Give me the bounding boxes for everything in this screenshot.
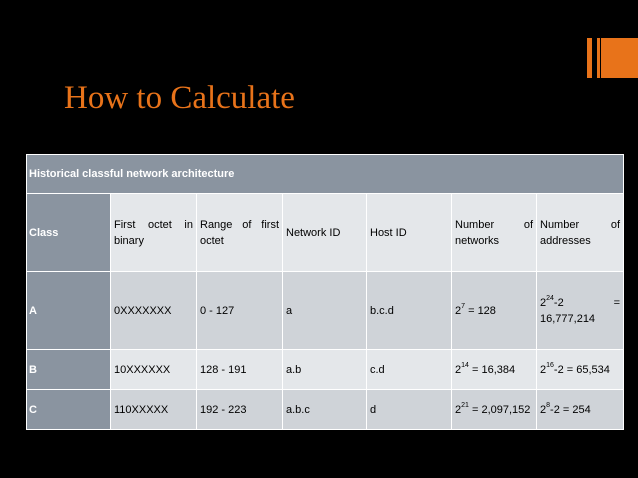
num-networks-cell: $2^{14} = 16,384$ [452,350,537,390]
binary-cell: 10XXXXXX [111,350,197,390]
network-id-cell: a.b [283,350,367,390]
host-id-cell: b.c.d [367,272,452,350]
range-cell: 128 - 191 [197,350,283,390]
accent-bar-thick [597,38,638,78]
table-header-row [27,194,624,272]
num-networks-cell: $2^7 = 128$ [452,272,537,350]
column-header-network-id: Network ID [283,194,367,272]
binary-cell: 0XXXXXXX [111,272,197,350]
column-header-num-addresses: Number of addresses [537,194,624,272]
table-row [27,272,624,350]
num-addresses-cell: $2^8-2 = 254$ [537,390,624,430]
class-cell: C [27,390,111,430]
table-caption-row [27,155,624,194]
host-id-cell: c.d [367,350,452,390]
slide-title: How to Calculate [64,80,295,116]
num-networks-cell: $2^{21} = 2,097,152$ [452,390,537,430]
column-header-num-networks: Number of networks [452,194,537,272]
column-header-class: Class [27,194,111,272]
binary-cell: 110XXXXX [111,390,197,430]
accent-bar-thin [587,38,592,78]
column-header-host-id: Host ID [367,194,452,272]
num-addresses-cell: $2^{16}-2 = 65,534$ [537,350,624,390]
network-id-cell: a [283,272,367,350]
column-header-range: Range of first octet [197,194,283,272]
num-addresses-cell: $2^{24}-2 = 16,777,214$ [537,272,624,350]
table-row [27,350,624,390]
table-caption: Historical classful network architecture [27,155,624,194]
classful-network-table [26,154,624,430]
network-id-cell: a.b.c [283,390,367,430]
range-cell: 0 - 127 [197,272,283,350]
class-cell: A [27,272,111,350]
table-row [27,390,624,430]
host-id-cell: d [367,390,452,430]
range-cell: 192 - 223 [197,390,283,430]
class-cell: B [27,350,111,390]
column-header-binary: First octet in binary [111,194,197,272]
